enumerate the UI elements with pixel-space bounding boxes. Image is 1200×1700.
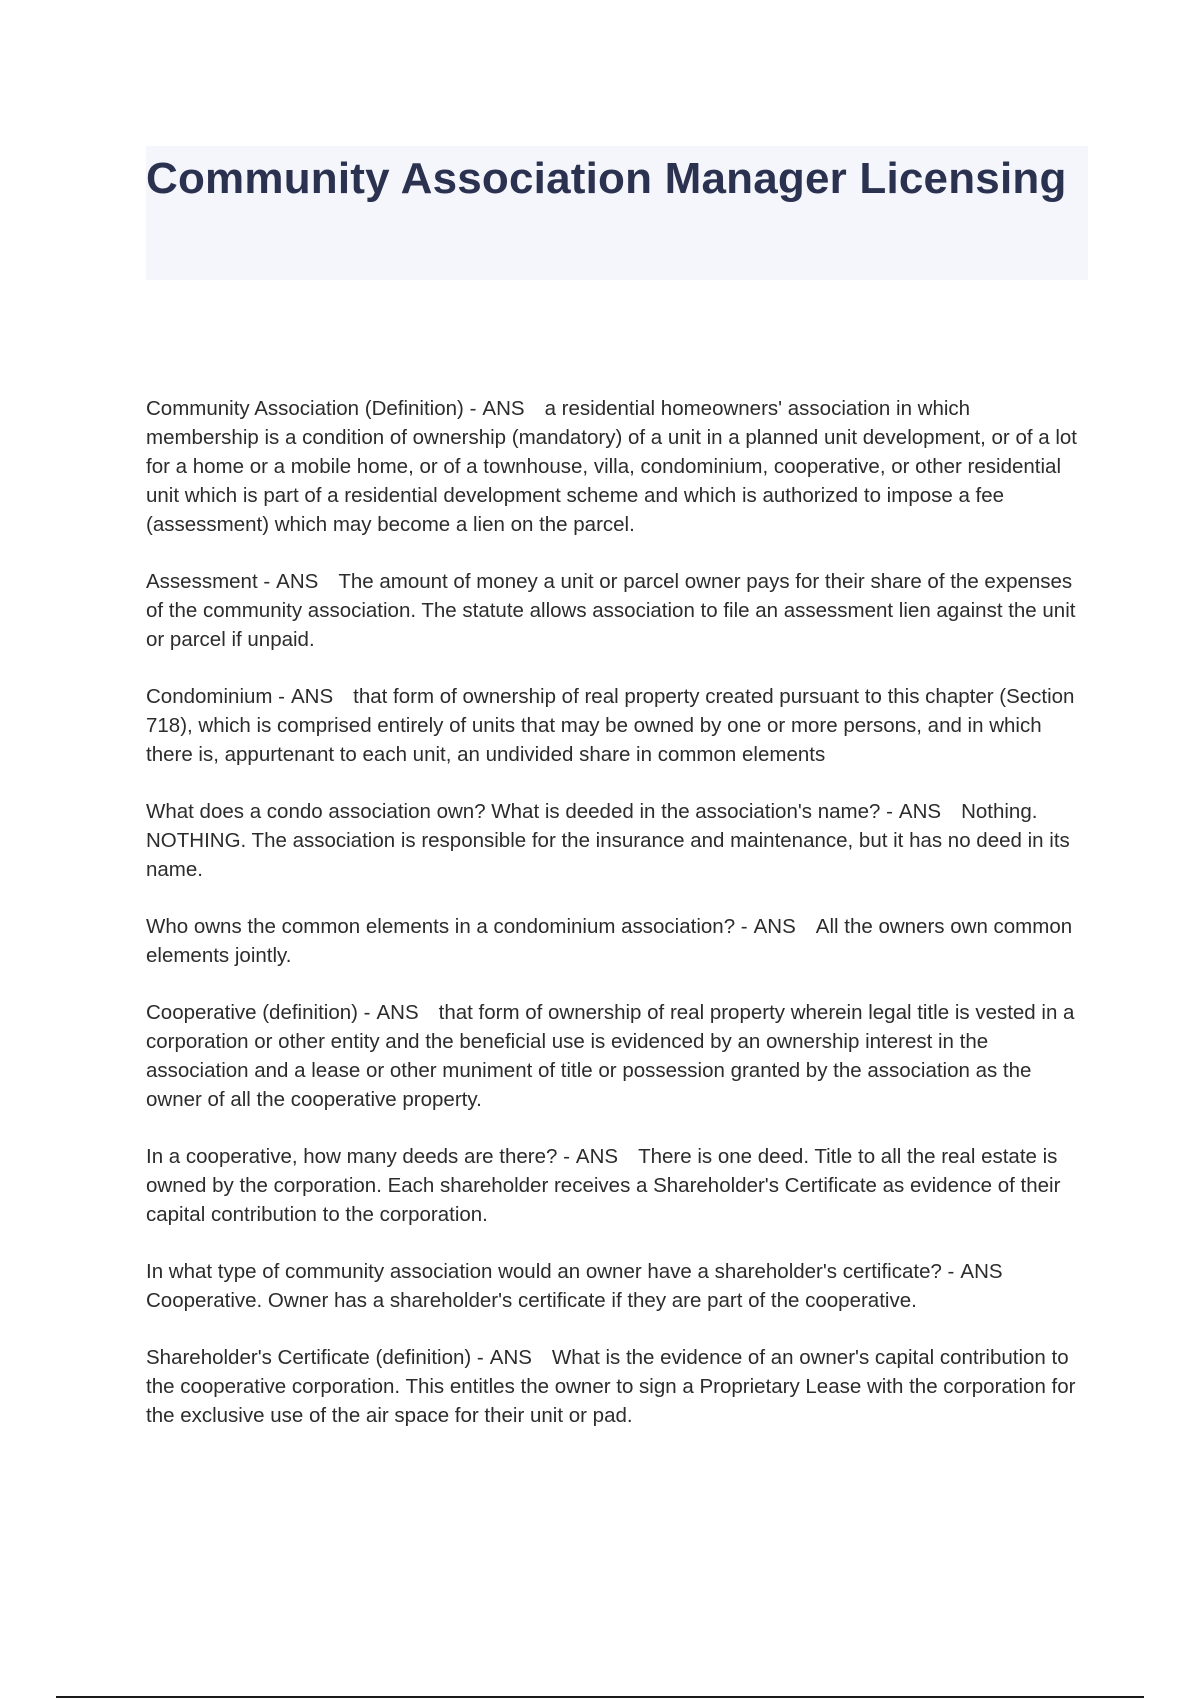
entry-term: Condominium - [146,685,285,708]
entry-ans-marker: ANS [575,1145,619,1168]
entry-answer: All the owners own common elements jointly. [146,915,1073,967]
entry-ans-marker: ANS [291,685,334,708]
entry-answer: The amount of money a unit or parcel owner pays for their share of the expenses of the community association. The statute allows association to file an assessment lien against the unit or parcel if unpaid. [146,570,1076,651]
qa-entry [146,1343,1088,1430]
qa-entry [146,394,1088,539]
entry-term: What does a condo association own? What is deeded in the association's name? - [146,800,893,823]
entry-term: In a cooperative, how many deeds are there? - [146,1145,570,1168]
qa-list [146,394,1088,1458]
entry-ans-marker: ANS [898,800,942,823]
qa-entry [146,998,1088,1114]
entry-ans-marker: ANS [753,915,796,938]
entry-answer: Cooperative. Owner has a shareholder's certificate if they are part of the cooperative. [146,1289,917,1312]
entry-term: Shareholder's Certificate (definition) - [146,1346,484,1369]
entry-ans-marker: ANS [276,570,319,593]
qa-entry [146,1257,1088,1315]
qa-entry [146,912,1088,970]
entry-answer: What is the evidence of an owner's capital contribution to the cooperative corporation. This entitles the owner to sign a Proprietary Lease with the corporation for the exclusive use of the air space for their unit or pad. [146,1346,1076,1427]
entry-term: In what type of community association would an owner have a shareholder's certificate? - [146,1260,955,1283]
entry-term: Assessment - [146,570,271,593]
entry-answer: that form of ownership of real property created pursuant to this chapter (Section 718), which is comprised entirely of units that may be owned by one or more persons, and in which there is, appurtenant to each unit, an undivided share in common elements [146,685,1075,766]
footer-divider [56,1696,1144,1698]
entry-term: Cooperative (definition) - [146,1001,371,1024]
qa-entry [146,682,1088,769]
entry-ans-marker: ANS [376,1001,419,1024]
entry-ans-marker: ANS [489,1346,532,1369]
title-block [146,146,1088,280]
qa-entry [146,567,1088,654]
entry-ans-marker: ANS [482,397,525,420]
entry-term: Who owns the common elements in a condominium association? - [146,915,748,938]
entry-term: Community Association (Definition) - [146,397,477,420]
entry-answer: that form of ownership of real property wherein legal title is vested in a corporation or other entity and the beneficial use is evidenced by an ownership interest in the association and a lease or other muniment of title or possession granted by the association as the owner of all the cooperative property. [146,1001,1075,1111]
entry-ans-marker: ANS [960,1260,1003,1283]
entry-answer: a residential homeowners' association in which membership is a condition of ownership (mandatory) of a unit in a planned unit development, or of a lot for a home or a mobile home, or of a townhouse, villa, condominium, cooperative, or other residential unit which is part of a residential development scheme and which is authorized to impose a fee (assessment) which may become a lien on the parcel. [146,397,1077,536]
qa-entry [146,1142,1088,1229]
page-title: Community Association Manager Licensing [146,154,1067,203]
qa-entry [146,797,1088,884]
entry-answer: There is one deed. Title to all the real estate is owned by the corporation. Each shareholder receives a Shareholder's Certificate as evidence of their capital contribution to the corporation. [146,1145,1061,1226]
entry-answer: Nothing. NOTHING. The association is responsible for the insurance and maintenance, but it has no deed in its name. [146,800,1070,881]
